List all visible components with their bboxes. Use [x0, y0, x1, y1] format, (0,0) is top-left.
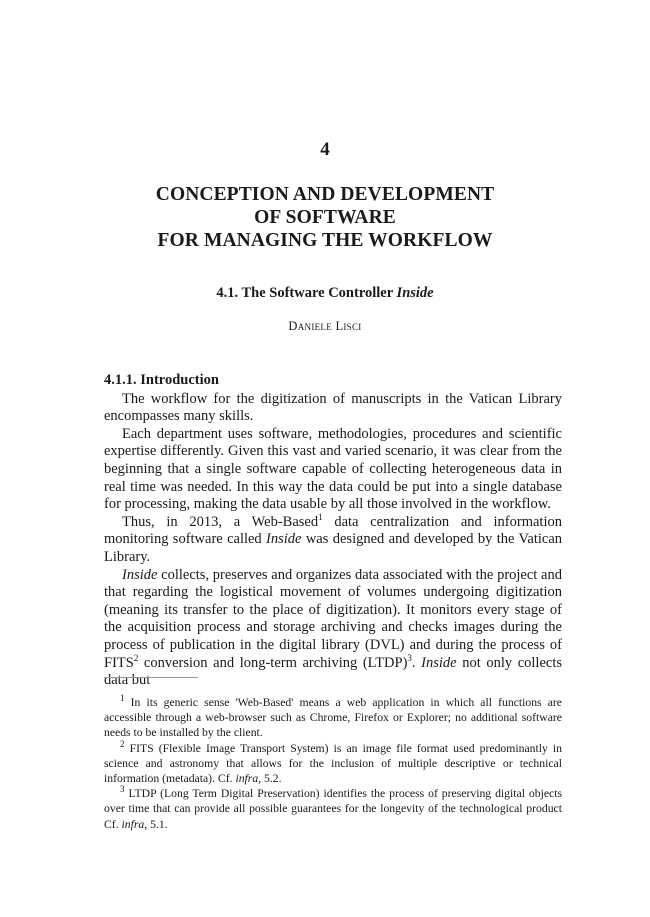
section-title-text: 4.1. The Software Controller	[216, 285, 397, 301]
footnote-3-text-a: LTDP (Long Term Digital Preservation) identifies the process of preserving digital objects over time that can provide all possible guarantees for the longevity of the technological product Cf.	[104, 787, 562, 831]
subsection-title: 4.1.1. Introduction	[104, 372, 219, 388]
footnote-3-italic: infra	[121, 817, 145, 831]
footnote-3	[104, 786, 562, 832]
paragraph-4-text-c: .	[411, 654, 422, 671]
paragraph-3-italic: Inside	[266, 531, 302, 548]
paragraph-4-text-d: not only collects data but	[104, 654, 562, 689]
footnote-number-3: 3	[120, 784, 125, 795]
section-title-italic: Inside	[396, 285, 434, 301]
paragraph-4-italic-2: Inside	[421, 654, 457, 671]
section-title	[0, 285, 650, 302]
footnote-2-text-b: , 5.2.	[258, 772, 282, 786]
body-text	[104, 372, 562, 690]
chapter-title	[0, 183, 650, 252]
footnotes	[104, 695, 562, 832]
paragraph-2: Each department uses software, methodologies, procedures and scientific expertise differently. Given this vast and varied scenario, it was clear from the beginning that a single software capable of collecting heterogeneous data in real time was needed. In this way the data could be put into a single database for processing, making the data usable by all those involved in the workflow.	[104, 425, 562, 513]
chapter-title-line-2: OF SOFTWARE	[254, 207, 396, 228]
paragraph-4-text-a: collects, preserves and organizes data associated with the project and that regarding the logistical movement of volumes undergoing digitization (meaning its transfer to the place of digitization). It monitors every stage of the acquisition process and storage archiving and checks images during the process of publication in the digital library (DVL) and during the process of FITS	[104, 566, 562, 671]
footnote-ref-1: 1	[318, 511, 323, 522]
chapter-title-line-3: FOR MANAGING THE WORKFLOW	[157, 230, 493, 251]
paragraph-3-text-a: Thus, in 2013, a Web-Based	[122, 513, 319, 530]
footnote-2-italic: infra	[235, 772, 259, 786]
footnote-ref-3: 3	[407, 652, 412, 663]
paragraph-1: The workflow for the digitization of manuscripts in the Vatican Library encompasses many skills.	[104, 390, 562, 425]
chapter-title-line-1: CONCEPTION AND DEVELOPMENT	[155, 184, 495, 205]
paragraph-4-italic: Inside	[122, 566, 158, 583]
chapter-number: 4	[320, 139, 330, 160]
paragraph-3-text-b: data centralization and information monitoring software called	[104, 513, 562, 548]
footnote-number-2: 2	[120, 738, 125, 749]
paragraph-4-text-b: conversion and long-term archiving (LTDP)	[138, 654, 408, 671]
footnote-1-text: In its generic sense 'Web-Based' means a web application in which all functions are accessible through a web-browser such as Chrome, Firefox or Explorer; no additional software needs to be installed by the client.	[104, 696, 562, 740]
paragraph-4	[104, 567, 562, 690]
paragraph-3-text-c: was designed and developed by the Vatican Library.	[104, 531, 563, 565]
footnote-1	[104, 695, 562, 741]
footnote-2	[104, 738, 562, 787]
footnote-ref-2: 2	[133, 652, 139, 663]
footnote-number-1: 1	[120, 693, 125, 704]
footnote-2-text-a: FITS (Flexible Image Transport System) is an image file format used predominantly in science and astronomy that allows for the inclusion of multiple descriptive or technical information (metadata). Cf.	[104, 741, 562, 786]
paragraph-3	[104, 511, 563, 567]
section-author: Daniele Lisci	[288, 319, 362, 333]
footnote-separator	[104, 677, 198, 678]
footnote-3-text-b: , 5.1.	[144, 817, 168, 831]
